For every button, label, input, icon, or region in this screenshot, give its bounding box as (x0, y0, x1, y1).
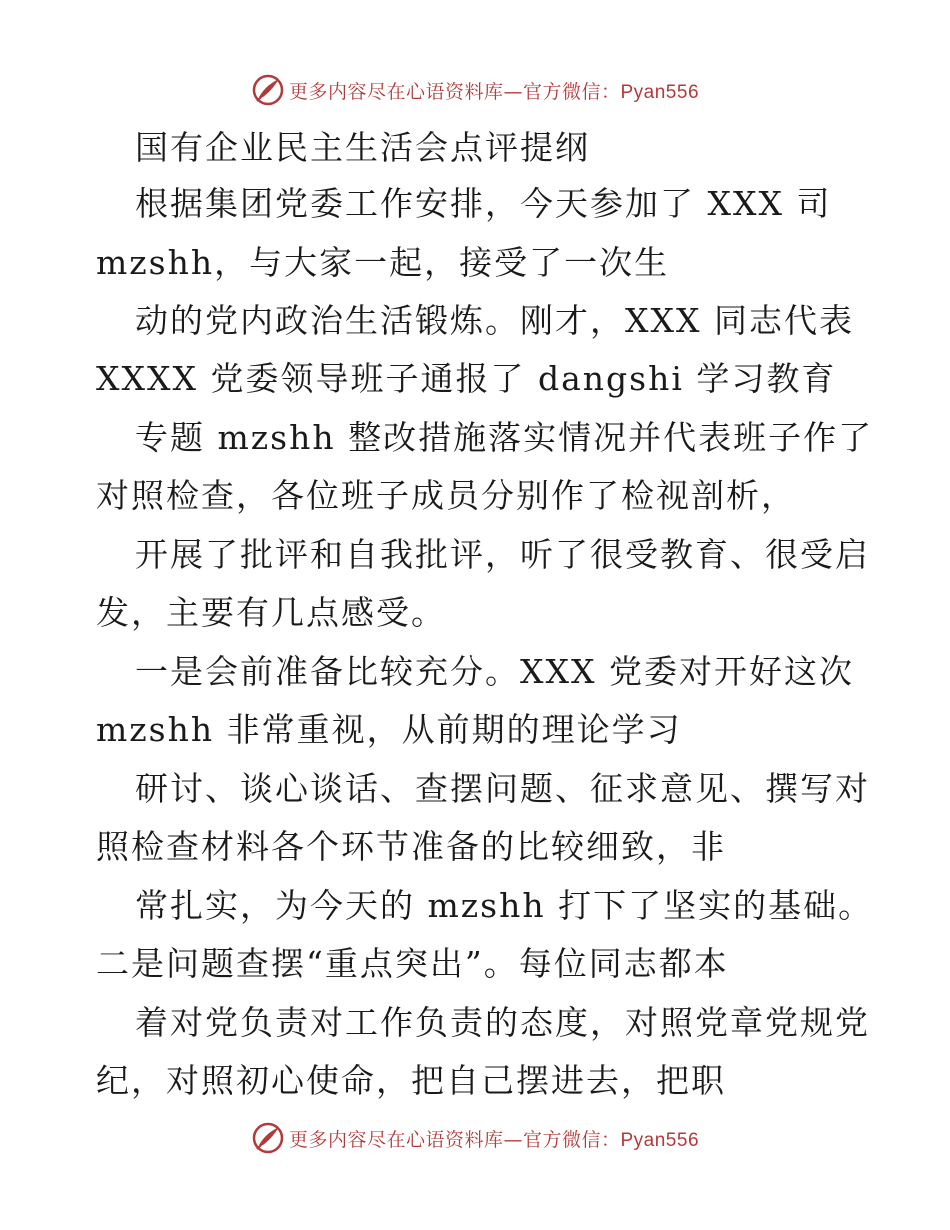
paragraph-line: 动的党内政治生活锻炼。刚才，XXX 同志代表 (135, 301, 854, 340)
quill-logo-icon (251, 1121, 285, 1155)
paragraph-line: mzshh，与大家一起，接受了一次生 (96, 243, 670, 282)
paragraph-line: XXXX 党委领导班子通报了 dangshi 学习教育 (96, 359, 837, 398)
footer-watermark-banner (0, 1118, 950, 1158)
paragraph-line: 常扎实，为今天的 mzshh 打下了坚实的基础。 (135, 886, 874, 925)
paragraph-line: 一是会前准备比较充分。XXX 党委对开好这次 (135, 652, 854, 691)
paragraph-line: 专题 mzshh 整改措施落实情况并代表班子作了 (135, 418, 874, 457)
paragraph-line: 着对党负责对工作负责的态度，对照党章党规党 (135, 1003, 870, 1042)
paragraph-line: 研讨、谈心谈话、查摆问题、征求意见、撰写对 (135, 769, 870, 808)
paragraph-line: 对照检查，各位班子成员分别作了检视剖析， (96, 476, 796, 515)
document-title: 国有企业民主生活会点评提纲 (135, 128, 590, 167)
watermark-text: 更多内容尽在心语资料库—官方微信：Pyan556 (288, 80, 700, 103)
paragraph-line: 开展了批评和自我批评，听了很受教育、很受启 (135, 535, 870, 574)
watermark-text: 更多内容尽在心语资料库—官方微信：Pyan556 (288, 1128, 700, 1151)
quill-logo-icon (251, 73, 285, 107)
paragraph-line: 纪，对照初心使命，把自己摆进去，把职 (96, 1061, 726, 1100)
paragraph-line: mzshh 非常重视，从前期的理论学习 (96, 710, 682, 749)
header-watermark-banner (0, 70, 950, 110)
paragraph-line: 根据集团党委工作安排，今天参加了 XXX 司 (135, 184, 832, 223)
paragraph-line: 发，主要有几点感受。 (96, 593, 446, 632)
paragraph-line: 二是问题查摆“重点突出”。每位同志都本 (96, 944, 729, 983)
paragraph-line: 照检查材料各个环节准备的比较细致，非 (96, 827, 726, 866)
